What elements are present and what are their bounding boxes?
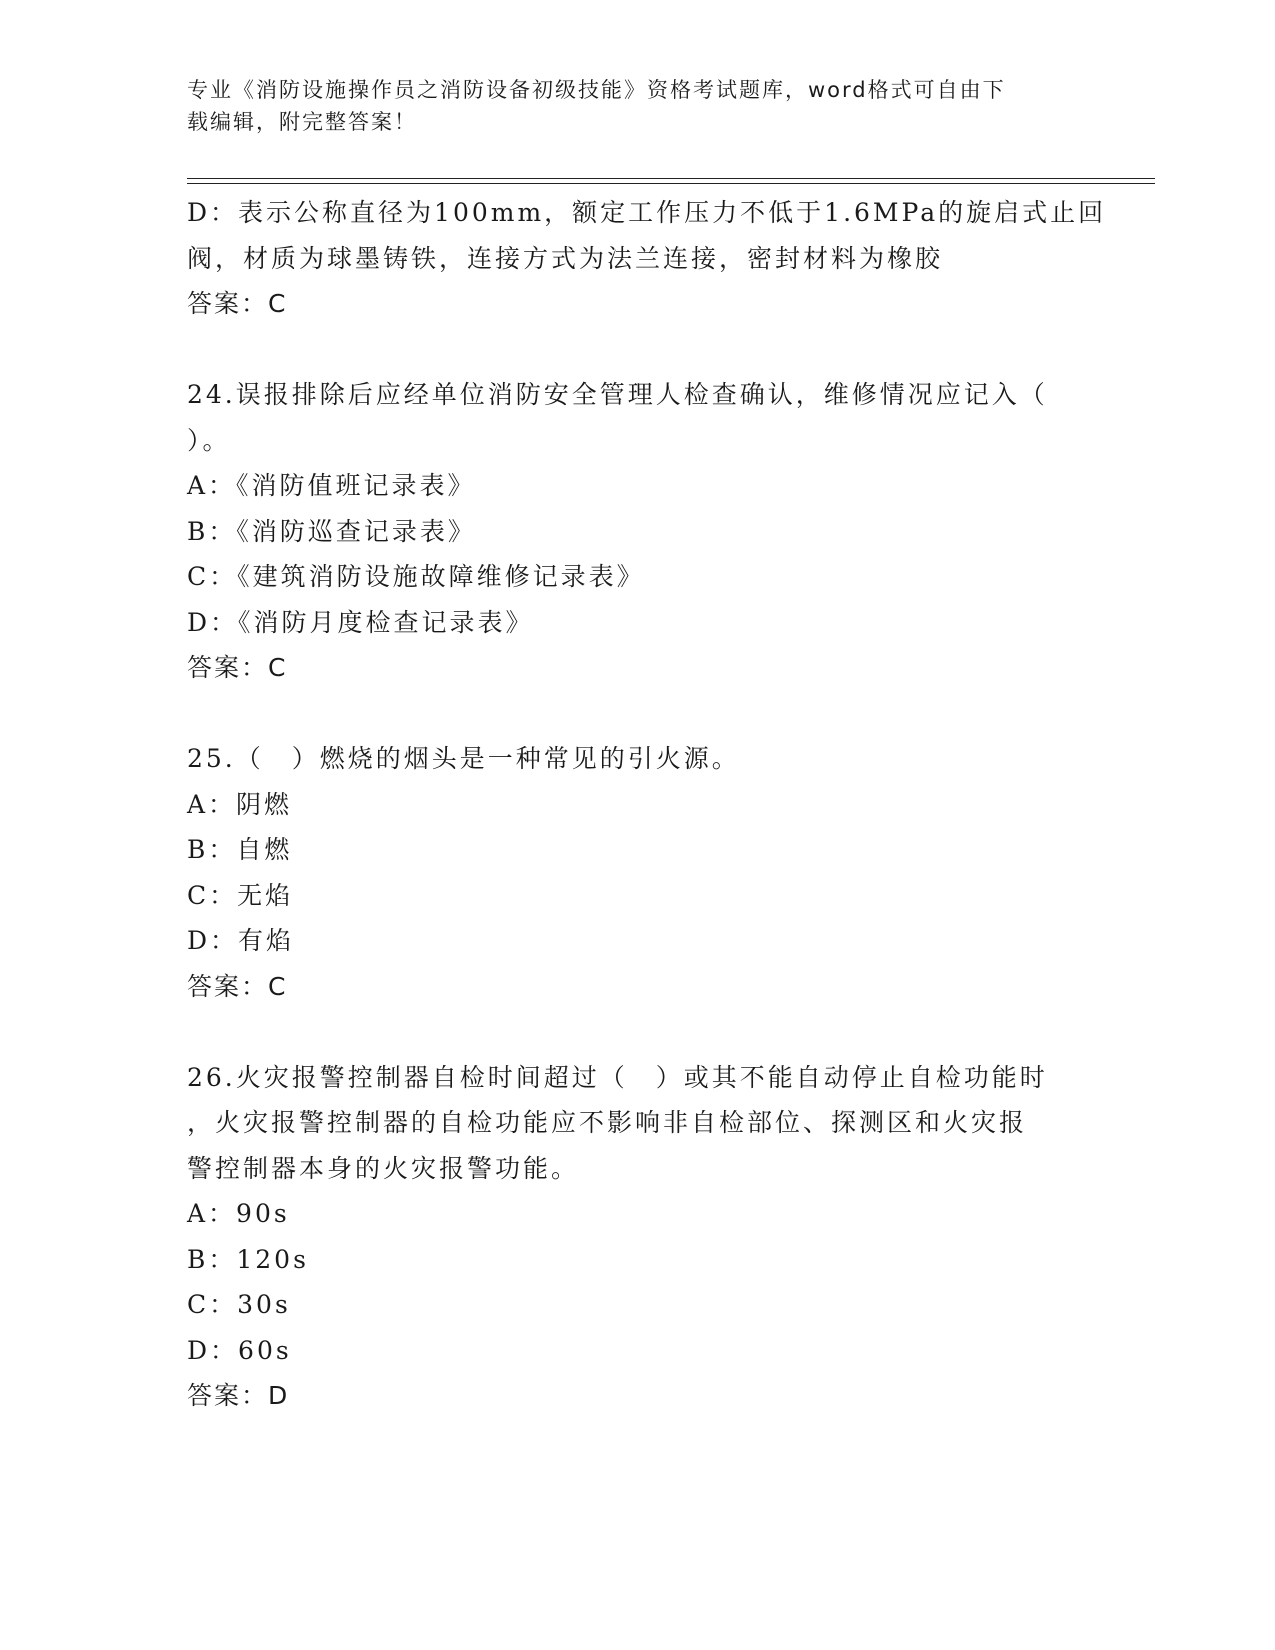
option-d-line-2: 阀，材质为球墨铸铁，连接方式为法兰连接，密封材料为橡胶 — [187, 243, 944, 273]
answer-label: 答案：C — [187, 971, 288, 1001]
spacer — [187, 1009, 1087, 1055]
document-header — [187, 74, 1067, 138]
question-stem-line: 警控制器本身的火灾报警功能。 — [187, 1153, 580, 1183]
option-c: C：无焰 — [187, 880, 294, 910]
header-line-1: 专业《消防设施操作员之消防设备初级技能》资格考试题库，word格式可自由下 — [187, 78, 1006, 102]
option-b: B：120s — [187, 1244, 309, 1274]
prev-question-tail — [187, 190, 1107, 327]
question-25 — [187, 736, 1087, 1009]
option-d: D：60s — [187, 1335, 292, 1365]
header-line-2: 载编辑，附完整答案！ — [187, 110, 417, 134]
option-b: B：《消防巡查记录表》 — [187, 516, 476, 546]
question-stem-line: 24.误报排除后应经单位消防安全管理人检查确认，维修情况应记入（ — [187, 380, 1048, 409]
option-a: A：阴燃 — [187, 789, 293, 819]
option-d-line-1: D：表示公称直径为100mm，额定工作压力不低于1.6MPa的旋启式止回 — [187, 198, 1107, 227]
header-divider-bottom — [187, 183, 1155, 184]
question-stem-line: 25.（ ）燃烧的烟头是一种常见的引火源。 — [187, 744, 740, 773]
header-divider-top — [187, 178, 1155, 179]
option-c: C：30s — [187, 1290, 291, 1319]
question-26 — [187, 1055, 1087, 1419]
question-stem-line: ）。 — [187, 425, 231, 455]
spacer — [187, 691, 1087, 737]
option-d: D：有焰 — [187, 926, 295, 955]
option-b: B：自燃 — [187, 835, 293, 864]
question-stem-line: ，火灾报警控制器的自检功能应不影响非自检部位、探测区和火灾报 — [187, 1108, 1028, 1137]
question-stem-line: 26.火灾报警控制器自检时间超过（ ）或其不能自动停止自检功能时 — [187, 1062, 1048, 1092]
answer-label: 答案：C — [187, 289, 288, 318]
question-content — [187, 190, 1107, 1419]
option-d: D：《消防月度检查记录表》 — [187, 607, 534, 637]
answer-label: 答案：C — [187, 653, 288, 682]
option-a: A：《消防值班记录表》 — [187, 471, 476, 500]
answer-label: 答案：D — [187, 1381, 290, 1410]
spacer — [187, 327, 1087, 373]
option-c: C：《建筑消防设施故障维修记录表》 — [187, 562, 645, 591]
question-24 — [187, 372, 1087, 691]
option-a: A：90s — [187, 1199, 290, 1228]
